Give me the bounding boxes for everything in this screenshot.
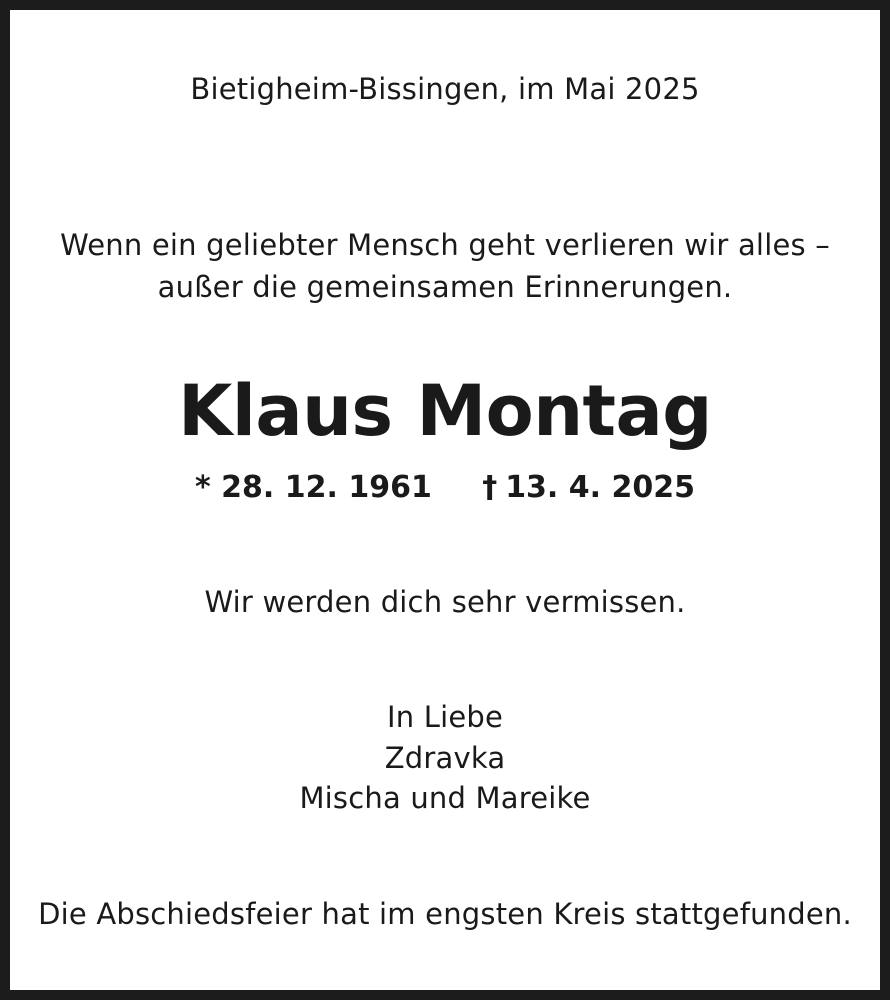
mourners-intro: In Liebe — [386, 700, 504, 734]
place-date: Bietigheim-Bissingen, im Mai 2025 — [190, 72, 700, 106]
cross-icon: † — [482, 470, 498, 505]
death-date: 13. 4. 2025 — [505, 470, 695, 505]
birth-date: 28. 12. 1961 — [221, 470, 432, 505]
deceased-name: Klaus Montag — [178, 370, 712, 452]
death-date-group — [482, 470, 695, 505]
birth-date-group — [195, 470, 432, 505]
farewell-message: Wir werden dich sehr vermissen. — [204, 585, 686, 619]
mourner-line-2: Mischa und Mareike — [299, 781, 591, 815]
quote-line-2: außer die gemeinsamen Erinnerungen. — [157, 270, 733, 304]
quote-line-1: Wenn ein geliebter Mensch geht verlieren wir alles – — [60, 228, 830, 262]
ceremony-note: Die Abschiedsfeier hat im engsten Kreis stattgefunden. — [38, 897, 852, 931]
life-dates — [195, 470, 695, 510]
mourner-line-1: Zdravka — [384, 741, 506, 775]
birth-symbol: * — [195, 470, 211, 505]
